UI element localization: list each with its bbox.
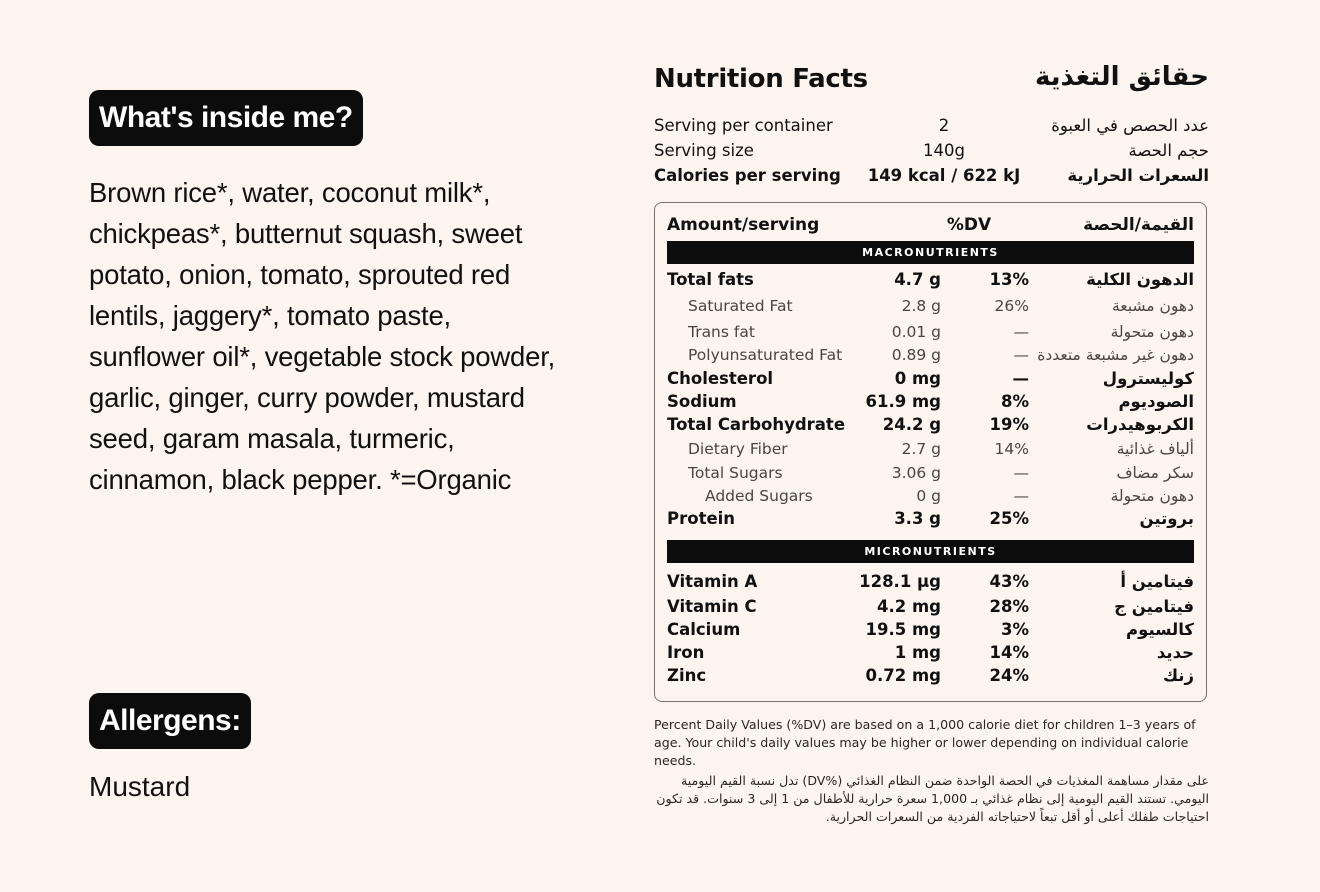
nutrient-name-arabic: دهون مشبعة — [1112, 297, 1194, 315]
nutrient-dv: 14% — [989, 643, 1029, 662]
ingredients-line: potato, onion, tomato, sprouted red — [89, 259, 511, 290]
serving-value: 149 kcal / 622 kJ — [867, 166, 1021, 185]
ingredients-line: Brown rice*, water, coconut milk*, — [89, 177, 491, 208]
nutrient-dv: — — [1013, 464, 1029, 482]
nutrient-name: Total Carbohydrate — [667, 415, 846, 434]
nutrient-name-arabic: دهون متحولة — [1110, 487, 1194, 505]
nutrient-row — [667, 597, 1194, 619]
serving-row — [654, 116, 1209, 141]
nutrient-name: Polyunsaturated Fat — [688, 346, 843, 364]
nutrient-dv: 3% — [1000, 620, 1029, 639]
nutrient-dv: 28% — [989, 597, 1029, 616]
nutrient-row — [667, 392, 1194, 414]
nutrient-name: Trans fat — [688, 323, 755, 341]
nutrient-name: Saturated Fat — [688, 297, 793, 315]
nutrient-amount: 1 mg — [894, 643, 941, 662]
nutrient-amount: 24.2 g — [882, 415, 941, 434]
nutrient-name-arabic: حديد — [1156, 643, 1194, 662]
nutrient-dv: 8% — [1000, 392, 1029, 411]
nutrient-name: Cholesterol — [667, 369, 774, 388]
nutrient-amount: 0 mg — [894, 369, 941, 388]
nutrient-amount: 4.2 mg — [877, 597, 941, 616]
nutrient-dv: 25% — [989, 509, 1029, 528]
nutrient-name: Total fats — [667, 270, 754, 289]
serving-label: Serving per container — [654, 116, 833, 135]
nutrient-amount: 2.7 g — [901, 440, 941, 458]
nutrient-amount: 19.5 mg — [865, 620, 941, 639]
nutrient-name: Dietary Fiber — [688, 440, 788, 458]
nutrient-amount: 4.7 g — [894, 270, 941, 289]
nutrient-name: Vitamin A — [667, 572, 758, 591]
nutrient-amount: 0.72 mg — [865, 666, 941, 685]
nutrient-row — [667, 297, 1194, 319]
nutrient-row — [667, 572, 1194, 594]
nutrient-row — [667, 323, 1194, 345]
nutrient-name-arabic: الدهون الكلية — [1086, 270, 1194, 289]
amount-header-arabic: القيمة/الحصة — [1083, 215, 1194, 235]
nutrient-amount: 0.89 g — [891, 346, 941, 364]
footnote-arabic: على مقدار مساهمة المغذيات في الحصة الواحدة ضمن النظام الغذائي (%DV) تدل نسبة القيم اليومية اليومي. تستند القيم اليومية إلى نظام غذائي بـ 1,000 سعرة حرارية للأطفال من 1 إلى 3 سنوات. قد تكون احتياجات طفلك أعلى أو أقل تبعاً لاحتياجاته الفردية من السعرات الحرارية. — [656, 773, 1209, 824]
allergens-value: Mustard — [89, 771, 191, 802]
serving-row — [654, 166, 1209, 191]
dv-header: %DV — [946, 215, 992, 235]
ingredients-line: sunflower oil*, vegetable stock powder, — [89, 341, 556, 372]
nutrient-dv: — — [1013, 346, 1029, 364]
nutrient-amount: 3.06 g — [891, 464, 941, 482]
nutrient-name: Calcium — [667, 620, 741, 639]
serving-label-arabic: السعرات الحرارية — [1067, 166, 1209, 185]
nutrient-name-arabic: الكربوهيدرات — [1086, 415, 1194, 434]
nutrient-name: Vitamin C — [667, 597, 757, 616]
nutrient-name-arabic: دهون متحولة — [1110, 323, 1194, 341]
nutrient-dv: 13% — [989, 270, 1029, 289]
nutrient-name-arabic: الصوديوم — [1118, 392, 1194, 411]
serving-value: 2 — [938, 116, 950, 135]
nutrient-row — [667, 270, 1194, 292]
nutrient-row — [667, 487, 1194, 509]
serving-row — [654, 141, 1209, 166]
nutrient-dv: 19% — [989, 415, 1029, 434]
ingredients-line: cinnamon, black pepper. *=Organic — [89, 464, 512, 495]
nutrient-row — [667, 666, 1194, 688]
nutrient-name: Protein — [667, 509, 736, 528]
amount-header: Amount/serving — [667, 215, 820, 235]
nutrient-name: Total Sugars — [688, 464, 783, 482]
nutrient-name-arabic: فيتامين ج — [1114, 597, 1194, 616]
nutrient-name-arabic: فيتامين أ — [1120, 572, 1194, 591]
footnote-english: Percent Daily Values (%DV) are based on a 1,000 calorie diet for children 1–3 years of age. Your child's daily values may be higher or lower depending on individual calorie needs. — [654, 717, 1196, 768]
nutrient-name-arabic: سكر مضاف — [1116, 464, 1194, 482]
nutrient-table — [654, 202, 1207, 702]
nutrient-amount: 0 g — [916, 487, 941, 505]
nutrient-amount: 3.3 g — [894, 509, 941, 528]
nutrient-row — [667, 643, 1194, 665]
serving-label: Calories per serving — [654, 166, 841, 185]
nutrient-name-arabic: كالسيوم — [1126, 620, 1194, 639]
nutrient-row — [667, 620, 1194, 642]
nutrient-dv: 14% — [994, 440, 1029, 458]
nutrient-name-arabic: دهون غير مشبعة متعددة — [1037, 346, 1194, 364]
nutrition-title-arabic: حقائق التغذية — [1035, 62, 1209, 92]
nutrient-name: Added Sugars — [705, 487, 813, 505]
nutrient-name-arabic: ألياف غذائية — [1116, 440, 1194, 458]
nutrient-row — [667, 509, 1194, 531]
nutrient-amount: 61.9 mg — [865, 392, 941, 411]
nutrient-amount: 0.01 g — [891, 323, 941, 341]
nutrient-dv: — — [1012, 369, 1029, 388]
nutrient-name-arabic: كوليسترول — [1102, 369, 1194, 388]
ingredients-list — [89, 172, 589, 500]
ingredients-line: chickpeas*, butternut squash, sweet — [89, 218, 523, 249]
ingredients-line: garlic, ginger, curry powder, mustard — [89, 382, 525, 413]
nutrient-dv: — — [1013, 323, 1029, 341]
nutrient-dv: 24% — [989, 666, 1029, 685]
serving-label-arabic: حجم الحصة — [1128, 141, 1209, 160]
nutrient-name-arabic: بروتين — [1139, 509, 1194, 528]
serving-label: Serving size — [654, 141, 754, 160]
ingredients-line: seed, garam masala, turmeric, — [89, 423, 455, 454]
serving-label-arabic: عدد الحصص في العبوة — [1051, 116, 1209, 135]
nutrient-name: Zinc — [667, 666, 707, 685]
nutrient-row — [667, 440, 1194, 462]
serving-value: 140g — [923, 141, 965, 160]
nutrient-dv: 26% — [994, 297, 1029, 315]
nutrient-row — [667, 415, 1194, 437]
nutrition-title: Nutrition Facts — [654, 64, 868, 94]
nutrient-dv: 43% — [989, 572, 1029, 591]
nutrient-amount: 128.1 µg — [859, 572, 941, 591]
nutrient-amount: 2.8 g — [901, 297, 941, 315]
micronutrients-band: MICRONUTRIENTS — [667, 540, 1194, 563]
macronutrients-band: MACRONUTRIENTS — [667, 241, 1194, 264]
nutrient-row — [667, 464, 1194, 486]
allergens-heading: Allergens: — [89, 693, 251, 749]
nutrient-row — [667, 346, 1194, 368]
ingredients-heading: What's inside me? — [89, 90, 363, 146]
nutrient-dv: — — [1013, 487, 1029, 505]
ingredients-line: lentils, jaggery*, tomato paste, — [89, 300, 451, 331]
nutrient-name: Sodium — [667, 392, 737, 411]
nutrient-row — [667, 369, 1194, 391]
nutrient-name: Iron — [667, 643, 705, 662]
nutrient-name-arabic: زنك — [1162, 666, 1194, 685]
